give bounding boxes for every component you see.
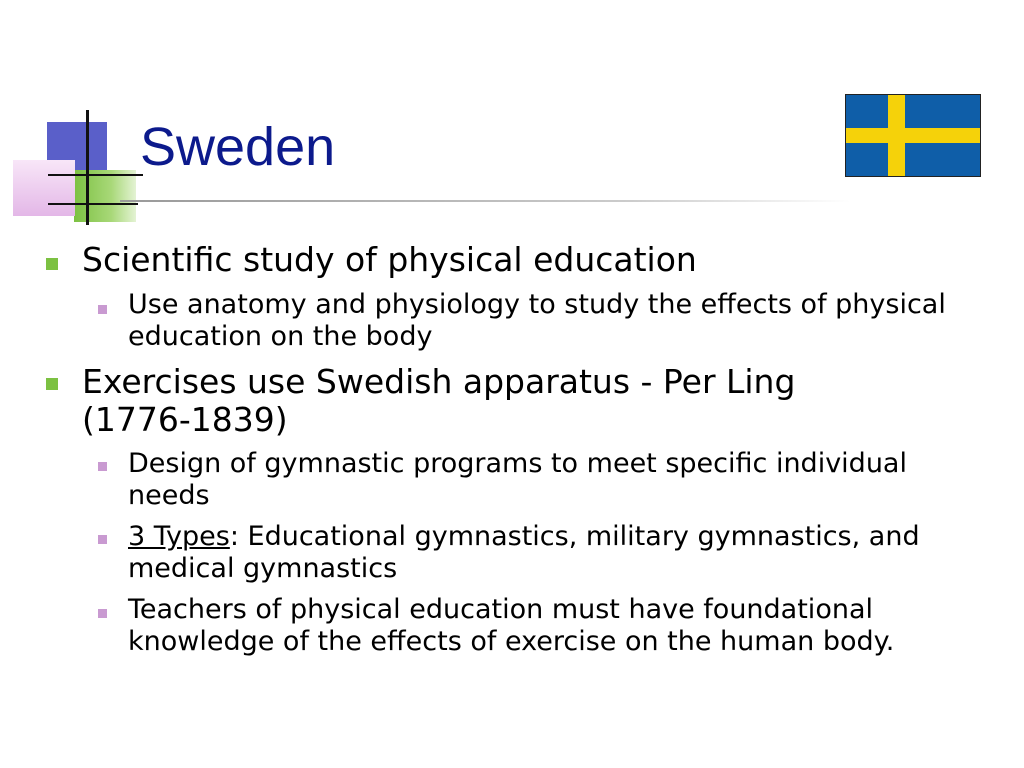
title-underline-rule bbox=[120, 200, 850, 202]
slide-title: Sweden bbox=[140, 117, 336, 177]
sub-bullet-text bbox=[128, 521, 968, 585]
underlined-term: 3 Types bbox=[128, 521, 230, 552]
sub-bullet-square-icon bbox=[98, 535, 107, 544]
vertical-line bbox=[86, 110, 89, 225]
sub-bullet-square-icon bbox=[98, 609, 107, 618]
bullet-square-icon bbox=[46, 378, 58, 390]
pink-square bbox=[13, 160, 75, 216]
horizontal-line bbox=[48, 174, 143, 176]
sub-bullet-text: Teachers of physical education must have foundational knowledge of the effects of exercise on the human body. bbox=[128, 594, 895, 657]
bullet-text: Exercises use Swedish apparatus - Per Ling (1776-1839) bbox=[82, 362, 796, 439]
horizontal-line bbox=[48, 203, 138, 205]
sweden-flag-icon bbox=[845, 94, 981, 177]
sub-bullet-rest: : Educational gymnastics, military gymnastics, and medical gymnastics bbox=[128, 521, 920, 584]
bullet-text: Scientific study of physical education bbox=[82, 240, 697, 279]
flag-cross-horizontal bbox=[846, 128, 980, 143]
green-square bbox=[74, 170, 136, 222]
sub-bullet-text: Use anatomy and physiology to study the effects of physical education on the body bbox=[128, 289, 946, 352]
sub-bullet-square-icon bbox=[98, 462, 107, 471]
sub-bullet-text: Design of gymnastic programs to meet specific individual needs bbox=[128, 448, 907, 511]
sub-bullet-square-icon bbox=[98, 305, 107, 314]
bullet-square-icon bbox=[46, 258, 58, 270]
decorative-squares bbox=[0, 0, 160, 240]
